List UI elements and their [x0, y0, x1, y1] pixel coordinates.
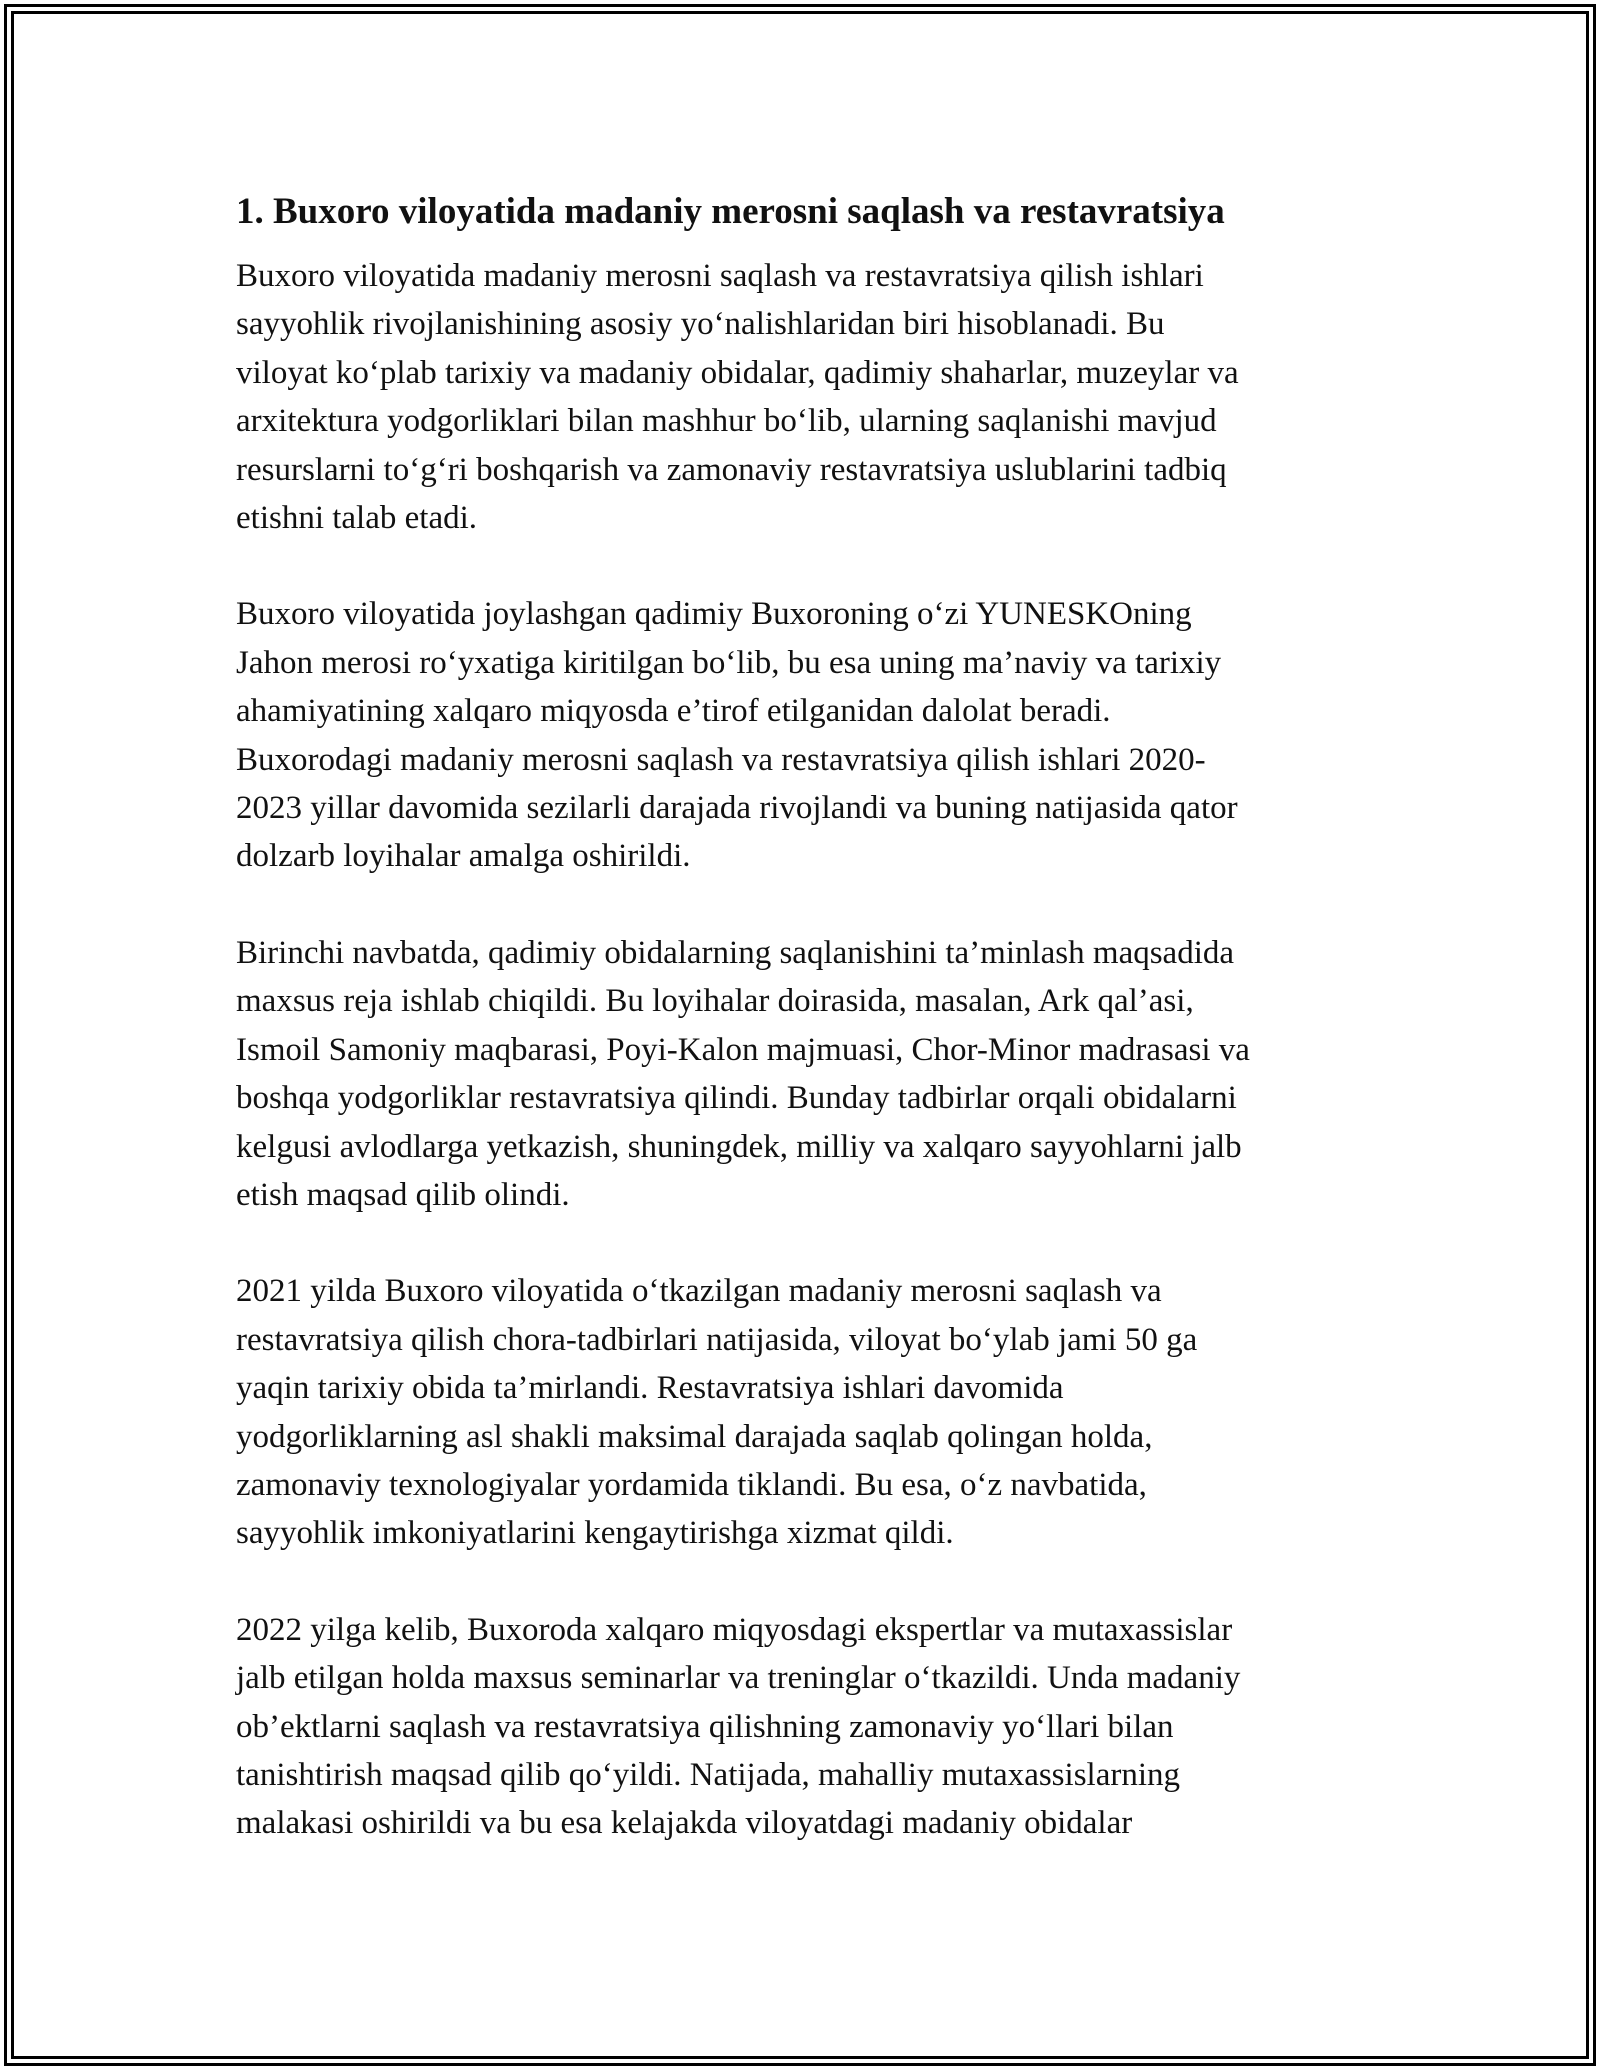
paragraph-3	[236, 929, 1376, 1219]
text-line: 2021 yilda Buxoro viloyatida o‘tkazilgan madaniy merosni saqlash va	[236, 1273, 1162, 1310]
text-line: yaqin tarixiy obida ta’mirlandi. Restavratsiya ishlari davomida	[236, 1370, 1064, 1407]
section-title: 1. Buxoro viloyatida madaniy merosni saqlash va restavratsiya	[236, 191, 1225, 232]
text-line: ahamiyatining xalqaro miqyosda e’tirof etilganidan dalolat beradi.	[236, 693, 1111, 730]
paragraph-2	[236, 590, 1376, 880]
paragraph-4	[236, 1267, 1376, 1557]
text-line: sayyohlik imkoniyatlarini kengaytirishga xizmat qildi.	[236, 1515, 954, 1552]
text-line: etishni talab etadi.	[236, 500, 478, 537]
document-body	[236, 186, 1376, 1896]
text-line: tanishtirish maqsad qilib qo‘yildi. Natijada, mahalliy mutaxassislarning	[236, 1756, 1181, 1793]
text-line: Ismoil Samoniy maqbarasi, Poyi-Kalon majmuasi, Chor-Minor madrasasi va	[236, 1031, 1250, 1068]
text-line: Birinchi navbatda, qadimiy obidalarning saqlanishini ta’minlash maqsadida	[236, 934, 1235, 971]
text-line: etish maqsad qilib olindi.	[236, 1176, 570, 1213]
text-line: viloyat ko‘plab tarixiy va madaniy obidalar, qadimiy shaharlar, muzeylar va	[236, 354, 1239, 391]
text-line: Jahon merosi ro‘yxatiga kiritilgan bo‘lib, bu esa uning ma’naviy va tarixiy	[236, 644, 1222, 681]
text-line: jalb etilgan holda maxsus seminarlar va treninglar o‘tkazildi. Unda madaniy	[236, 1660, 1241, 1697]
text-line: 2022 yilga kelib, Buxoroda xalqaro miqyosdagi ekspertlar va mutaxassislar	[236, 1611, 1233, 1648]
text-line: zamonaviy texnologiyalar yordamida tiklandi. Bu esa, o‘z navbatida,	[236, 1466, 1147, 1503]
text-line: 2023 yillar davomida sezilarli darajada rivojlandi va buning natijasida qator	[236, 790, 1238, 827]
text-line: kelgusi avlodlarga yetkazish, shuningdek, milliy va xalqaro sayyohlarni jalb	[236, 1128, 1242, 1165]
paragraph-5	[236, 1606, 1376, 1848]
text-line: Buxorodagi madaniy merosni saqlash va restavratsiya qilish ishlari 2020-	[236, 741, 1206, 778]
text-line: ob’ektlarni saqlash va restavratsiya qilishning zamonaviy yo‘llari bilan	[236, 1708, 1174, 1745]
text-line: malakasi oshirildi va bu esa kelajakda viloyatdagi madaniy obidalar	[236, 1805, 1133, 1842]
text-line: sayyohlik rivojlanishining asosiy yo‘nalishlaridan biri hisoblanadi. Bu	[236, 306, 1165, 343]
paragraph-1	[236, 252, 1376, 542]
text-line: Buxoro viloyatida madaniy merosni saqlash va restavratsiya qilish ishlari	[236, 258, 1204, 294]
text-line: yodgorliklarning asl shakli maksimal darajada saqlab qolingan holda,	[236, 1418, 1153, 1455]
text-line: restavratsiya qilish chora-tadbirlari natijasida, viloyat bo‘ylab jami 50 ga	[236, 1321, 1198, 1358]
text-line: Buxoro viloyatida joylashgan qadimiy Buxoroning o‘zi YUNESKOning	[236, 596, 1192, 633]
text-line: maxsus reja ishlab chiqildi. Bu loyihalar doirasida, masalan, Ark qal’asi,	[236, 983, 1194, 1020]
text-line: dolzarb loyihalar amalga oshirildi.	[236, 838, 691, 875]
text-line: resurslarni to‘g‘ri boshqarish va zamonaviy restavratsiya uslublarini tadbiq	[236, 451, 1227, 488]
text-line: arxitektura yodgorliklari bilan mashhur bo‘lib, ularning saqlanishi mavjud	[236, 403, 1217, 440]
text-line: boshqa yodgorliklar restavratsiya qilindi. Bunday tadbirlar orqali obidalarni	[236, 1080, 1237, 1117]
